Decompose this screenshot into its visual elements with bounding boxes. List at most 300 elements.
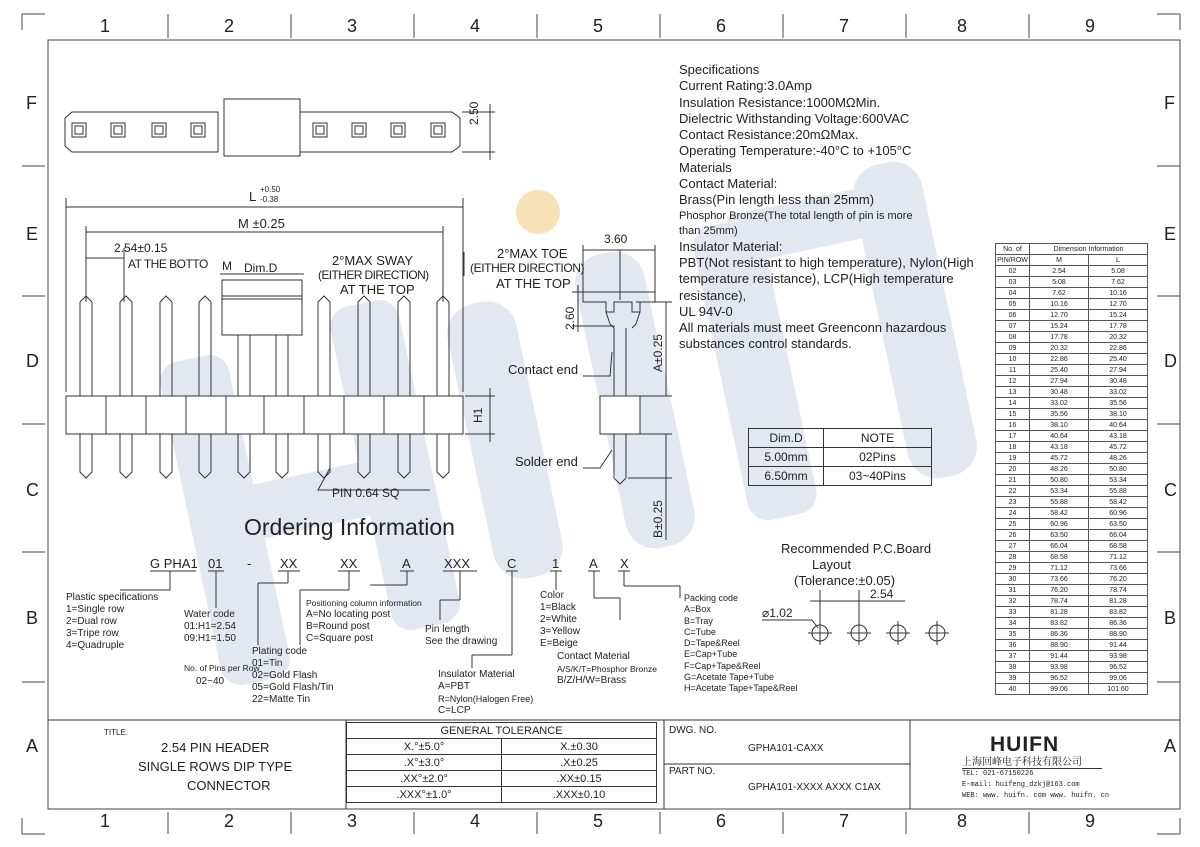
- dim-cell: 36: [996, 640, 1030, 651]
- dim-cell: 35.56: [1030, 409, 1089, 420]
- row-label-F: F: [26, 93, 37, 113]
- packing-line: A=Box: [684, 604, 711, 615]
- color-line: 2=White: [540, 614, 577, 625]
- dim-table-row: [996, 277, 1148, 288]
- dim-cell: 93.98: [1030, 662, 1089, 673]
- dim-cell: 05: [996, 299, 1030, 310]
- dim-cell: 81.28: [1030, 607, 1089, 618]
- label-M: M: [222, 259, 232, 273]
- dim-table-row: [996, 354, 1148, 365]
- dim-cell: 88.90: [1089, 629, 1148, 640]
- tol-cell: .X°±3.0°: [347, 755, 502, 771]
- dim-cell: 45.72: [1030, 453, 1089, 464]
- code-part: 01: [208, 556, 223, 571]
- tol-cell: .XXX±0.10: [502, 787, 657, 803]
- solder-end-label: Solder end: [515, 454, 578, 469]
- column-label-9: 9: [1085, 16, 1096, 36]
- dim-cell: 10: [996, 354, 1030, 365]
- packing-line: B=Tray: [684, 615, 713, 626]
- dim-cell: 16: [996, 420, 1030, 431]
- dim-cell: 22.86: [1030, 354, 1089, 365]
- contact-material-info: [557, 651, 657, 687]
- dim-cell: 20.32: [1089, 332, 1148, 343]
- code-part: C: [507, 556, 517, 571]
- dim-cell: 14: [996, 398, 1030, 409]
- dim-cell: 50.80: [1089, 464, 1148, 475]
- row-label-B-right: B: [1164, 608, 1177, 628]
- side-height-dim: 2.60: [563, 306, 577, 330]
- dim-table-row: [996, 607, 1148, 618]
- dim-cell: 43.18: [1030, 442, 1089, 453]
- code-part: XX: [280, 556, 298, 571]
- spec-line: UL 94V-0: [679, 303, 733, 319]
- column-label-1: 1: [100, 16, 111, 36]
- dim-cell: 39: [996, 673, 1030, 684]
- dim-table-row: [996, 673, 1148, 684]
- column-label-6-bottom: 6: [716, 811, 727, 831]
- dim-cell: 12: [996, 376, 1030, 387]
- color-line: 3=Yellow: [540, 626, 580, 637]
- company-tel: TEL: 021-67150226: [962, 770, 1034, 778]
- dim-cell: 40.64: [1030, 431, 1089, 442]
- toe-line-2: (EITHER DIRECTION): [470, 261, 585, 275]
- dim-cell: 27.94: [1030, 376, 1089, 387]
- positioning-line: B=Round post: [306, 621, 370, 632]
- dim-cell: 07: [996, 321, 1030, 332]
- dim-cell: 12.70: [1030, 310, 1089, 321]
- dim-table-row: [996, 453, 1148, 464]
- color-line: Color: [540, 590, 564, 601]
- dim-cell: 37: [996, 651, 1030, 662]
- pin-length-line: See the drawing: [425, 636, 498, 647]
- note-cell: 03~40Pins: [824, 467, 932, 486]
- dim-cell: 23: [996, 497, 1030, 508]
- dim-cell: 13: [996, 387, 1030, 398]
- dim-table-row: [996, 497, 1148, 508]
- code-part: XX: [340, 556, 358, 571]
- dim-table-row: [996, 266, 1148, 277]
- dim-table-row: [996, 288, 1148, 299]
- dim-cell: 68.58: [1089, 541, 1148, 552]
- dim-cell: 2.54: [1030, 266, 1089, 277]
- plastic-line: 4=Quadruple: [66, 640, 125, 651]
- dim-table-row: [996, 442, 1148, 453]
- pcb-title-3: (Tolerance:±0.05): [794, 573, 896, 588]
- plating-code: [252, 646, 334, 706]
- dimd-note-table: [748, 428, 932, 486]
- packing-line: D=Tape&Reel: [684, 638, 740, 649]
- dim-sub-m: M: [1030, 255, 1089, 266]
- dim-cell: 11: [996, 365, 1030, 376]
- dim-table-row: [996, 376, 1148, 387]
- company-name: 上海回峰电子科技有限公司: [962, 757, 1082, 768]
- note-cell: 02Pins: [824, 448, 932, 467]
- dim-cell: 40.64: [1089, 420, 1148, 431]
- dim-cell: 30.48: [1089, 376, 1148, 387]
- dim-cell: 20.32: [1030, 343, 1089, 354]
- dim-cell: 22.86: [1089, 343, 1148, 354]
- column-label-7-bottom: 7: [839, 811, 850, 831]
- code-part: -: [247, 556, 252, 571]
- company-web: WEB: www. huifn. com www. huifn. cn: [962, 792, 1110, 800]
- tol-cell: .X±0.25: [502, 755, 657, 771]
- column-label-4: 4: [470, 16, 481, 36]
- water-line: 01:H1=2.54: [184, 621, 236, 632]
- dim-cell: 78.74: [1030, 596, 1089, 607]
- tolerance-table: [346, 722, 657, 803]
- dimension-table: [995, 243, 1148, 695]
- row-label-E-right: E: [1164, 224, 1177, 244]
- dim-cell: 55.88: [1089, 486, 1148, 497]
- dim-cell: 63.50: [1030, 530, 1089, 541]
- contact-end-label: Contact end: [508, 362, 579, 377]
- dim-cell: 93.98: [1089, 651, 1148, 662]
- title-line-2: SINGLE ROWS DIP TYPE: [138, 759, 293, 774]
- dim-cell: 78.74: [1089, 585, 1148, 596]
- plastic-line: Plastic specifications: [66, 592, 159, 603]
- dim-cell: 34: [996, 618, 1030, 629]
- dim-cell: 12.70: [1089, 299, 1148, 310]
- dim-table-row: [996, 552, 1148, 563]
- column-label-9-bottom: 9: [1085, 811, 1096, 831]
- a-dim: A±0.25: [651, 334, 665, 372]
- note-cell: 5.00mm: [749, 448, 824, 467]
- packing-line: C=Tube: [684, 626, 716, 637]
- column-label-6: 6: [716, 16, 727, 36]
- plastic-spec: [66, 592, 158, 652]
- dim-cell: 91.44: [1089, 640, 1148, 651]
- ordering-title: Ordering Information: [244, 514, 455, 540]
- dim-L-tol-minus: -0.38: [260, 195, 279, 204]
- dim-cell: 55.88: [1030, 497, 1089, 508]
- dim-cell: 5.08: [1089, 266, 1148, 277]
- pcb-title-2: Layout: [812, 557, 852, 572]
- plating-line: 01=Tin: [252, 658, 283, 669]
- row-label-C-right: C: [1164, 480, 1177, 500]
- pcb-title-1: Recommended P.C.Board: [781, 541, 932, 556]
- dim-cell: 15.24: [1030, 321, 1089, 332]
- dim-cell: 73.66: [1030, 574, 1089, 585]
- column-label-4-bottom: 4: [470, 811, 481, 831]
- color-line: 1=Black: [540, 602, 576, 613]
- positioning-line: C=Square post: [306, 633, 373, 644]
- water-code: [184, 609, 236, 645]
- plating-line: Plating code: [252, 646, 308, 657]
- row-label-E: E: [26, 224, 39, 244]
- side-width-dim: 3.60: [604, 232, 628, 246]
- dim-table-row: [996, 629, 1148, 640]
- code-part: XXX: [444, 556, 471, 571]
- top-height-dim: 2.50: [467, 101, 481, 125]
- dim-cell: 09: [996, 343, 1030, 354]
- dim-cell: 04: [996, 288, 1030, 299]
- pins-per-row: [184, 662, 260, 688]
- dim-M: M ±0.25: [238, 216, 285, 231]
- dim-cell: 02: [996, 266, 1030, 277]
- specifications: [679, 62, 989, 353]
- dim-table-row: [996, 530, 1148, 541]
- dim-cell: 10.16: [1030, 299, 1089, 310]
- dim-cell: 76.20: [1089, 574, 1148, 585]
- dim-cell: 58.42: [1089, 497, 1148, 508]
- water-line: Water code: [184, 609, 235, 620]
- positioning-info: [306, 597, 422, 645]
- pcb-hole: ⌀1.02: [762, 606, 793, 620]
- dim-cell: 40: [996, 684, 1030, 695]
- packing-line: F=Cap+Tape&Reel: [684, 660, 761, 671]
- dim-table-row: [996, 596, 1148, 607]
- sway-line-1: 2°MAX SWAY: [332, 253, 414, 268]
- dim-cell: 83.82: [1030, 618, 1089, 629]
- dim-L-tol-plus: +0.50: [260, 185, 281, 194]
- plastic-line: 2=Dual row: [66, 616, 117, 627]
- dim-cell: 53.34: [1089, 475, 1148, 486]
- sway-line-3: AT THE TOP: [340, 282, 415, 297]
- spec-line: PBT(Not resistant to high temperature), Nylon(High temperature resistance), LCP(High temperature resistance),: [679, 254, 974, 303]
- dim-cell: 30.48: [1030, 387, 1089, 398]
- pcb-pitch: 2.54: [870, 587, 894, 601]
- dim-sub-l: L: [1089, 255, 1148, 266]
- dim-cell: 27.94: [1089, 365, 1148, 376]
- column-label-3-bottom: 3: [347, 811, 358, 831]
- dim-cell: 30: [996, 574, 1030, 585]
- toe-line-1: 2°MAX TOE: [497, 246, 568, 261]
- dim-cell: 15.24: [1089, 310, 1148, 321]
- dim-table-row: [996, 574, 1148, 585]
- dim-cell: 38.10: [1030, 420, 1089, 431]
- dim-table-row: [996, 332, 1148, 343]
- dim-table-row: [996, 464, 1148, 475]
- dim-table-row: [996, 651, 1148, 662]
- plating-line: 22=Matte Tin: [252, 694, 311, 705]
- dim-table-row: [996, 684, 1148, 695]
- row-label-F-right: F: [1164, 93, 1175, 113]
- plating-line: 02=Gold Flash: [252, 670, 318, 681]
- tol-cell: .XXX°±1.0°: [347, 787, 502, 803]
- dim-cell: 68.58: [1030, 552, 1089, 563]
- pin-sq-label: PIN 0.64 SQ: [332, 486, 400, 500]
- code-part: A: [589, 556, 598, 571]
- code-part: X: [620, 556, 629, 571]
- tol-cell: X.±0.30: [502, 739, 657, 755]
- plastic-line: 3=Tripe row: [66, 628, 119, 639]
- spec-line: Dielectric Withstanding Voltage:600VAC: [679, 110, 910, 126]
- dim-cell: 63.50: [1089, 519, 1148, 530]
- dim-table-row: [996, 563, 1148, 574]
- spec-line: Contact Material:: [679, 176, 778, 192]
- spec-line: Operating Temperature:-40°C to +105°C: [679, 143, 912, 159]
- dim-cell: 20: [996, 464, 1030, 475]
- dim-table-row: [996, 662, 1148, 673]
- dim-cell: 35.56: [1089, 398, 1148, 409]
- dim-cell: 96.52: [1030, 673, 1089, 684]
- dim-cell: 06: [996, 310, 1030, 321]
- dim-cell: 35: [996, 629, 1030, 640]
- packing-line: G=Acetate Tape+Tube: [684, 672, 775, 683]
- row-label-C: C: [26, 480, 39, 500]
- dim-L: L: [249, 189, 257, 204]
- dim-table-row: [996, 585, 1148, 596]
- h1-dim: H1: [471, 407, 485, 423]
- insulator-line: C=LCP: [438, 705, 471, 716]
- insulator-info: [438, 669, 533, 717]
- spec-line: Phosphor Bronze(The total length of pin is more than 25mm): [679, 209, 913, 237]
- dim-cell: 88.90: [1030, 640, 1089, 651]
- insulator-line: R=Nylon(Halogen Free): [438, 694, 534, 704]
- dim-cell: 25.40: [1030, 365, 1089, 376]
- dim-cell: 25.40: [1089, 354, 1148, 365]
- code-part: G PHA1: [150, 556, 198, 571]
- dim-cell: 53.34: [1030, 486, 1089, 497]
- dim-cell: 19: [996, 453, 1030, 464]
- pitch-note: AT THE BOTTO: [128, 257, 208, 271]
- spec-line: All materials must meet Greenconn hazardous substances control standards.: [679, 320, 947, 352]
- dim-cell: 31: [996, 585, 1030, 596]
- insulator-line: A=PBT: [438, 681, 470, 692]
- dim-table-row: [996, 420, 1148, 431]
- b-dim: B±0.25: [651, 500, 665, 538]
- dim-cell: 38: [996, 662, 1030, 673]
- code-part: A: [402, 556, 411, 571]
- dim-cell: 50.80: [1030, 475, 1089, 486]
- tol-cell: X.°±5.0°: [347, 739, 502, 755]
- part-value: GPHA101-XXXX AXXX C1AX: [748, 782, 881, 793]
- packing-line: Packing code: [684, 593, 739, 603]
- dim-cell: 21: [996, 475, 1030, 486]
- dim-cell: 17.78: [1030, 332, 1089, 343]
- dim-cell: 86.36: [1089, 618, 1148, 629]
- dim-table-row: [996, 343, 1148, 354]
- insulator-line: Insulator Material: [438, 669, 515, 680]
- pin-length-info: [425, 624, 497, 648]
- dim-table-row: [996, 398, 1148, 409]
- column-label-7: 7: [839, 16, 850, 36]
- dim-cell: 58.42: [1030, 508, 1089, 519]
- dim-table-row: [996, 310, 1148, 321]
- pitch-dim: 2.54±0.15: [114, 241, 168, 255]
- dim-cell: 17.78: [1089, 321, 1148, 332]
- dim-cell: 7.62: [1089, 277, 1148, 288]
- tol-cell: .XX°±2.0°: [347, 771, 502, 787]
- spec-line: Contact Resistance:20mΩMax.: [679, 127, 859, 143]
- dim-cell: 08: [996, 332, 1030, 343]
- packing-line: E=Cap+Tube: [684, 649, 738, 660]
- label-dimD: Dim.D: [244, 261, 278, 275]
- column-label-5: 5: [593, 16, 604, 36]
- spec-line: Brass(Pin length less than 25mm): [679, 192, 875, 208]
- pins-line: No. of Pins per Row: [184, 663, 260, 673]
- dim-table-row: [996, 618, 1148, 629]
- dim-cell: 15: [996, 409, 1030, 420]
- company-logo: HUIFN: [990, 733, 1060, 756]
- dim-table-row: [996, 431, 1148, 442]
- dim-cell: 7.62: [1030, 288, 1089, 299]
- contact-line: A/S/K/T=Phosphor Bronze: [557, 664, 657, 674]
- dim-cell: 43.18: [1089, 431, 1148, 442]
- dim-cell: 33.02: [1089, 387, 1148, 398]
- dim-cell: 45.72: [1089, 442, 1148, 453]
- dim-table-row: [996, 508, 1148, 519]
- dim-header-left: No. of: [996, 244, 1030, 255]
- toe-line-3: AT THE TOP: [496, 276, 571, 291]
- dim-table-row: [996, 321, 1148, 332]
- dim-cell: 03: [996, 277, 1030, 288]
- spec-line: Current Rating:3.0Amp: [679, 78, 812, 94]
- dim-cell: 17: [996, 431, 1030, 442]
- column-label-1-bottom: 1: [100, 811, 111, 831]
- column-label-5-bottom: 5: [593, 811, 604, 831]
- row-label-A-right: A: [1164, 736, 1177, 756]
- tolerance-header: GENERAL TOLERANCE: [347, 723, 657, 739]
- sway-line-2: (EITHER DIRECTION): [318, 268, 429, 282]
- spec-line: Insulation Resistance:1000MΩMin.: [679, 94, 881, 110]
- dim-cell: 71.12: [1030, 563, 1089, 574]
- contact-line: Contact Material: [557, 651, 630, 662]
- dim-cell: 48.26: [1089, 453, 1148, 464]
- dim-sub-pin: PIN/ROW: [997, 256, 1028, 264]
- note-header-dimd: Dim.D: [749, 429, 824, 448]
- dim-cell: 99.06: [1089, 673, 1148, 684]
- dim-cell: 81.28: [1089, 596, 1148, 607]
- title-label: TITLE.: [104, 728, 129, 737]
- dim-cell: 91.44: [1030, 651, 1089, 662]
- dim-cell: 29: [996, 563, 1030, 574]
- dim-cell: 60.96: [1030, 519, 1089, 530]
- color-line: E=Beige: [540, 638, 579, 649]
- dim-table-row: [996, 541, 1148, 552]
- pin-length-line: Pin length: [425, 624, 470, 635]
- dim-cell: 5.08: [1030, 277, 1089, 288]
- row-label-D: D: [26, 351, 39, 371]
- positioning-line: Positioning column information: [306, 598, 422, 608]
- title-line-3: CONNECTOR: [187, 778, 271, 793]
- dim-cell: 33.02: [1030, 398, 1089, 409]
- row-label-D-right: D: [1164, 351, 1177, 371]
- dim-cell: 83.82: [1089, 607, 1148, 618]
- dim-table-row: [996, 486, 1148, 497]
- dim-header-right: Dimension Information: [1030, 244, 1148, 255]
- dim-cell: 96.52: [1089, 662, 1148, 673]
- dim-cell: 86.36: [1030, 629, 1089, 640]
- row-label-B: B: [26, 608, 39, 628]
- dim-cell: 66.04: [1089, 530, 1148, 541]
- dim-cell: 22: [996, 486, 1030, 497]
- dim-table-row: [996, 365, 1148, 376]
- packing-line: H=Acetate Tape+Tape&Reel: [684, 683, 798, 694]
- dim-cell: 10.16: [1089, 288, 1148, 299]
- top-view: [65, 99, 495, 160]
- dim-cell: 38.10: [1089, 409, 1148, 420]
- dim-cell: 32: [996, 596, 1030, 607]
- note-header-note: NOTE: [824, 429, 932, 448]
- dim-cell: 60.96: [1089, 508, 1148, 519]
- code-part: 1: [552, 556, 560, 571]
- dim-cell: 27: [996, 541, 1030, 552]
- dim-cell: 76.20: [1030, 585, 1089, 596]
- column-label-2: 2: [224, 16, 235, 36]
- pins-line: 02~40: [196, 676, 225, 687]
- dim-cell: 73.66: [1089, 563, 1148, 574]
- column-label-8: 8: [957, 16, 968, 36]
- color-info: [540, 590, 580, 650]
- dim-cell: 18: [996, 442, 1030, 453]
- spec-line: Materials: [679, 159, 732, 175]
- dim-cell: 28: [996, 552, 1030, 563]
- dwg-value: GPHA101-CAXX: [748, 743, 824, 754]
- dim-cell: 48.26: [1030, 464, 1089, 475]
- dim-table-row: [996, 640, 1148, 651]
- positioning-line: A=No locating post: [306, 609, 391, 620]
